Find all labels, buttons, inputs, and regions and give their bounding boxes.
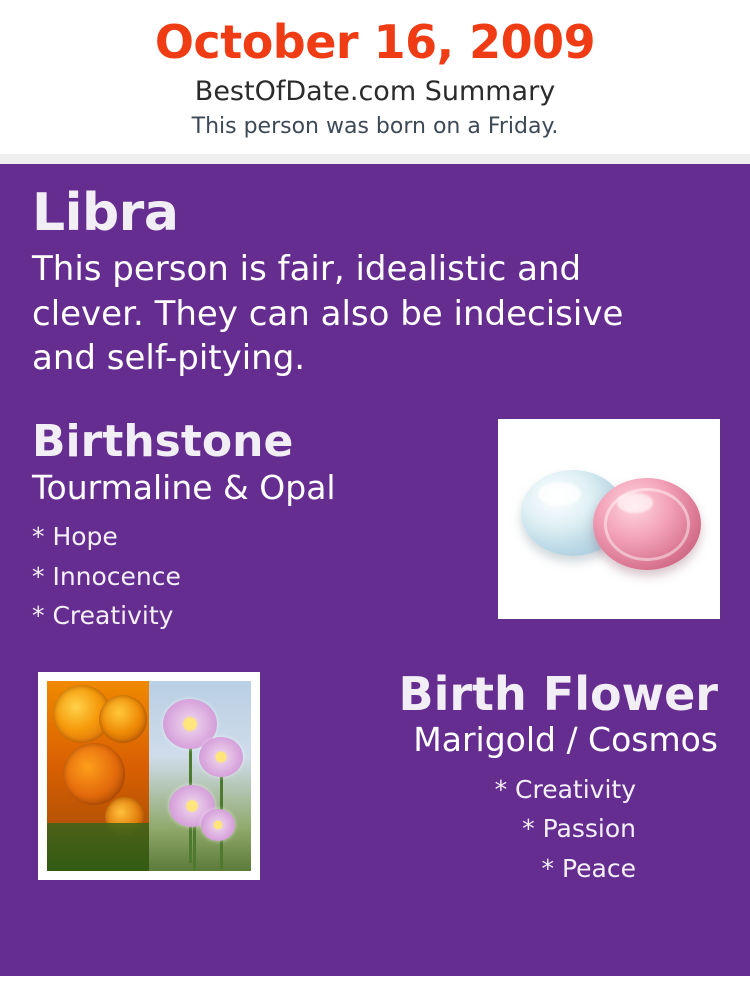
birthstone-section xyxy=(32,416,718,635)
birth-flower-names: Marigold / Cosmos xyxy=(413,719,718,759)
list-item: * Passion xyxy=(522,814,636,843)
birthstone-image-inner xyxy=(507,428,711,610)
zodiac-description: This person is fair, idealistic and clever. They can also be indecisive and self-pitying. xyxy=(32,248,624,379)
list-item: * Creativity xyxy=(494,774,636,804)
marigold-bloom xyxy=(63,743,125,805)
list-item: * Peace xyxy=(541,853,636,883)
zodiac-sign-name: Libra xyxy=(32,183,179,244)
list-item: * Hope xyxy=(32,522,118,552)
site-summary-subtitle: BestOfDate.com Summary xyxy=(194,75,556,107)
birthstone-title: Birthstone xyxy=(32,416,294,468)
page-title: October 16, 2009 xyxy=(154,15,596,69)
marigold-bloom xyxy=(99,695,147,743)
cosmos-bloom xyxy=(201,809,235,841)
birthstone-names: Tourmaline & Opal xyxy=(32,467,336,507)
header-divider xyxy=(0,154,750,164)
header xyxy=(0,0,750,154)
birth-flower-section xyxy=(32,666,718,900)
birth-flower-title: Birth Flower xyxy=(398,666,718,721)
list-item: * Innocence xyxy=(32,561,181,591)
birth-flower-image xyxy=(38,672,260,880)
birthstone-image xyxy=(498,419,720,619)
born-day-text: This person was born on a Friday. xyxy=(191,113,559,139)
cosmos-photo-icon xyxy=(149,681,251,871)
cosmos-bloom xyxy=(199,737,243,777)
list-item: * Creativity xyxy=(32,601,174,631)
tourmaline-gem-icon xyxy=(593,478,701,570)
content-body xyxy=(0,164,750,976)
marigold-photo-icon xyxy=(47,681,149,871)
cosmos-stem xyxy=(193,823,196,871)
marigold-foliage xyxy=(47,823,149,871)
birth-flower-image-inner xyxy=(47,681,251,871)
